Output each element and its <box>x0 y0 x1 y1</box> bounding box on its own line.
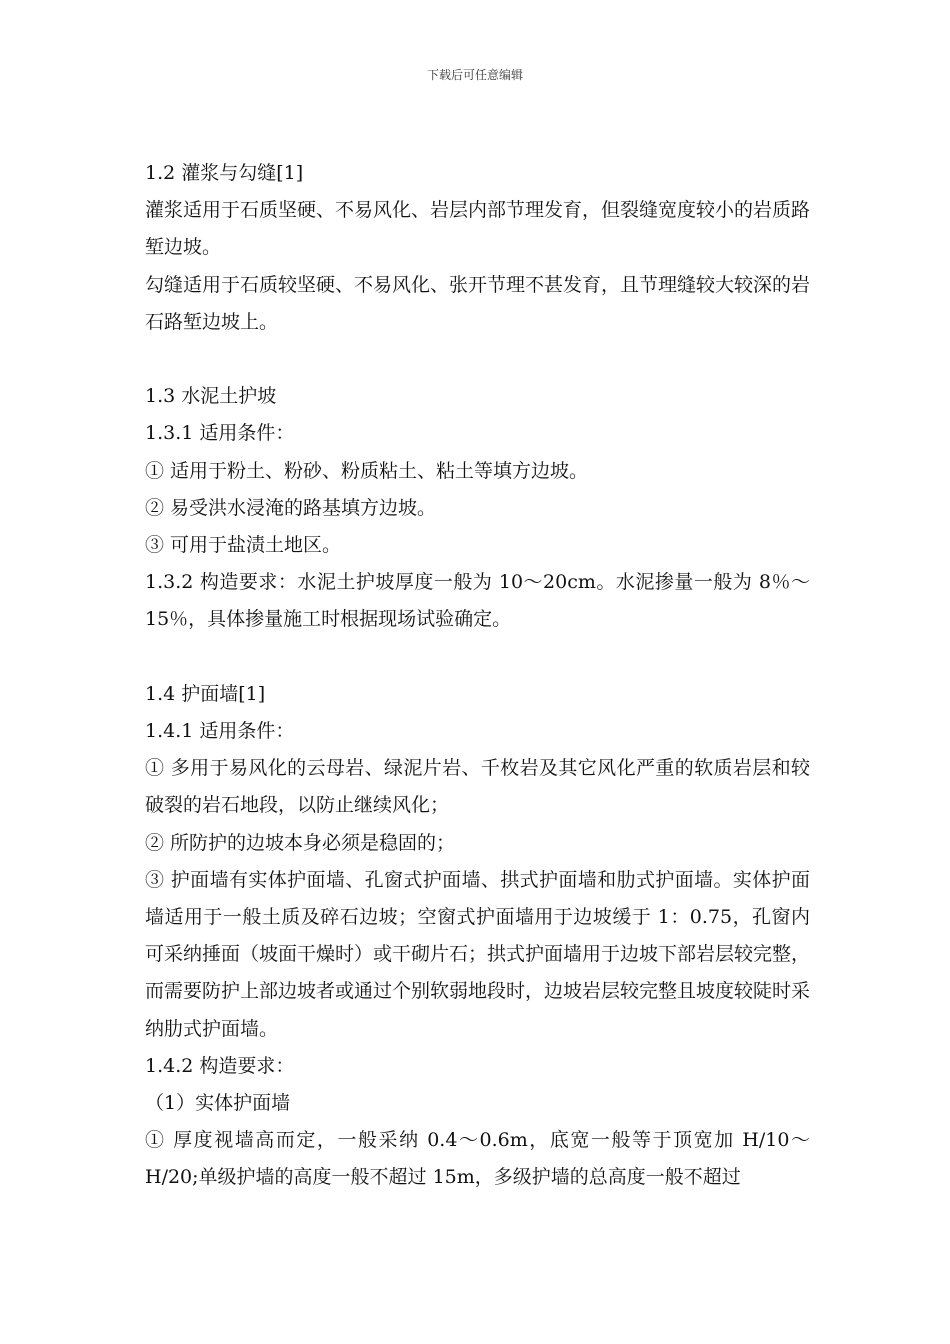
heading-1-2: 1.2 灌浆与勾缝[1] <box>145 162 304 184</box>
list-item: ① 厚度视墙高而定，一般采纳 0.4～0.6m，底宽一般等于顶宽加 H/10～H/20;单级护墙的高度一般不超过 15m，多级护墙的总高度一般不超过 <box>145 1129 810 1189</box>
document-body <box>145 155 810 1197</box>
heading-1-3: 1.3 水泥土护坡 <box>145 385 277 408</box>
heading-1-4: 1.4 护面墙[1] <box>145 682 266 705</box>
paragraph: 灌浆适用于石质坚硬、不易风化、岩层内部节理发育，但裂缝宽度较小的岩质路堑边坡。 <box>145 199 811 259</box>
subheading: （1）实体护面墙 <box>145 1092 291 1115</box>
list-item: ③ 护面墙有实体护面墙、孔窗式护面墙、拱式护面墙和肋式护面墙。实体护面墙适用于一般土质及碎石边坡；空窗式护面墙用于边坡缓于 1：0.75，孔窗内可采纳捶面（坡面干燥时）或干砌片石；拱式护面墙用于边坡下部岩层较完整，而需要防护上部边坡者或通过个别软弱地段时，边坡岩层较完整且坡度较陡时采纳肋式护面墙。 <box>145 868 811 1040</box>
list-item: ② 所防护的边坡本身必须是稳固的； <box>145 831 456 854</box>
blank-line <box>145 639 810 676</box>
blank-line <box>145 341 810 378</box>
page-header: 下载后可任意编辑 <box>426 68 523 82</box>
heading-1-4-1: 1.4.1 适用条件： <box>145 720 295 743</box>
paragraph: 勾缝适用于石质较坚硬、不易风化、张开节理不甚发育，且节理缝较大较深的岩石路堑边坡上。 <box>145 273 811 333</box>
list-item: ① 适用于粉土、粉砂、粉质粘土、粘土等填方边坡。 <box>145 459 589 482</box>
heading-1-4-2: 1.4.2 构造要求： <box>145 1054 295 1077</box>
paragraph: 1.3.2 构造要求：水泥土护坡厚度一般为 10～20cm。水泥掺量一般为 8％～15％，具体掺量施工时根据现场试验确定。 <box>145 571 810 631</box>
list-item: ① 多用于易风化的云母岩、绿泥片岩、千枚岩及其它风化严重的软质岩层和较破裂的岩石地段，以防止继续风化； <box>145 757 810 817</box>
heading-1-3-1: 1.3.1 适用条件： <box>145 422 295 445</box>
list-item: ③ 可用于盐渍土地区。 <box>145 534 342 557</box>
list-item: ② 易受洪水浸淹的路基填方边坡。 <box>145 496 437 519</box>
